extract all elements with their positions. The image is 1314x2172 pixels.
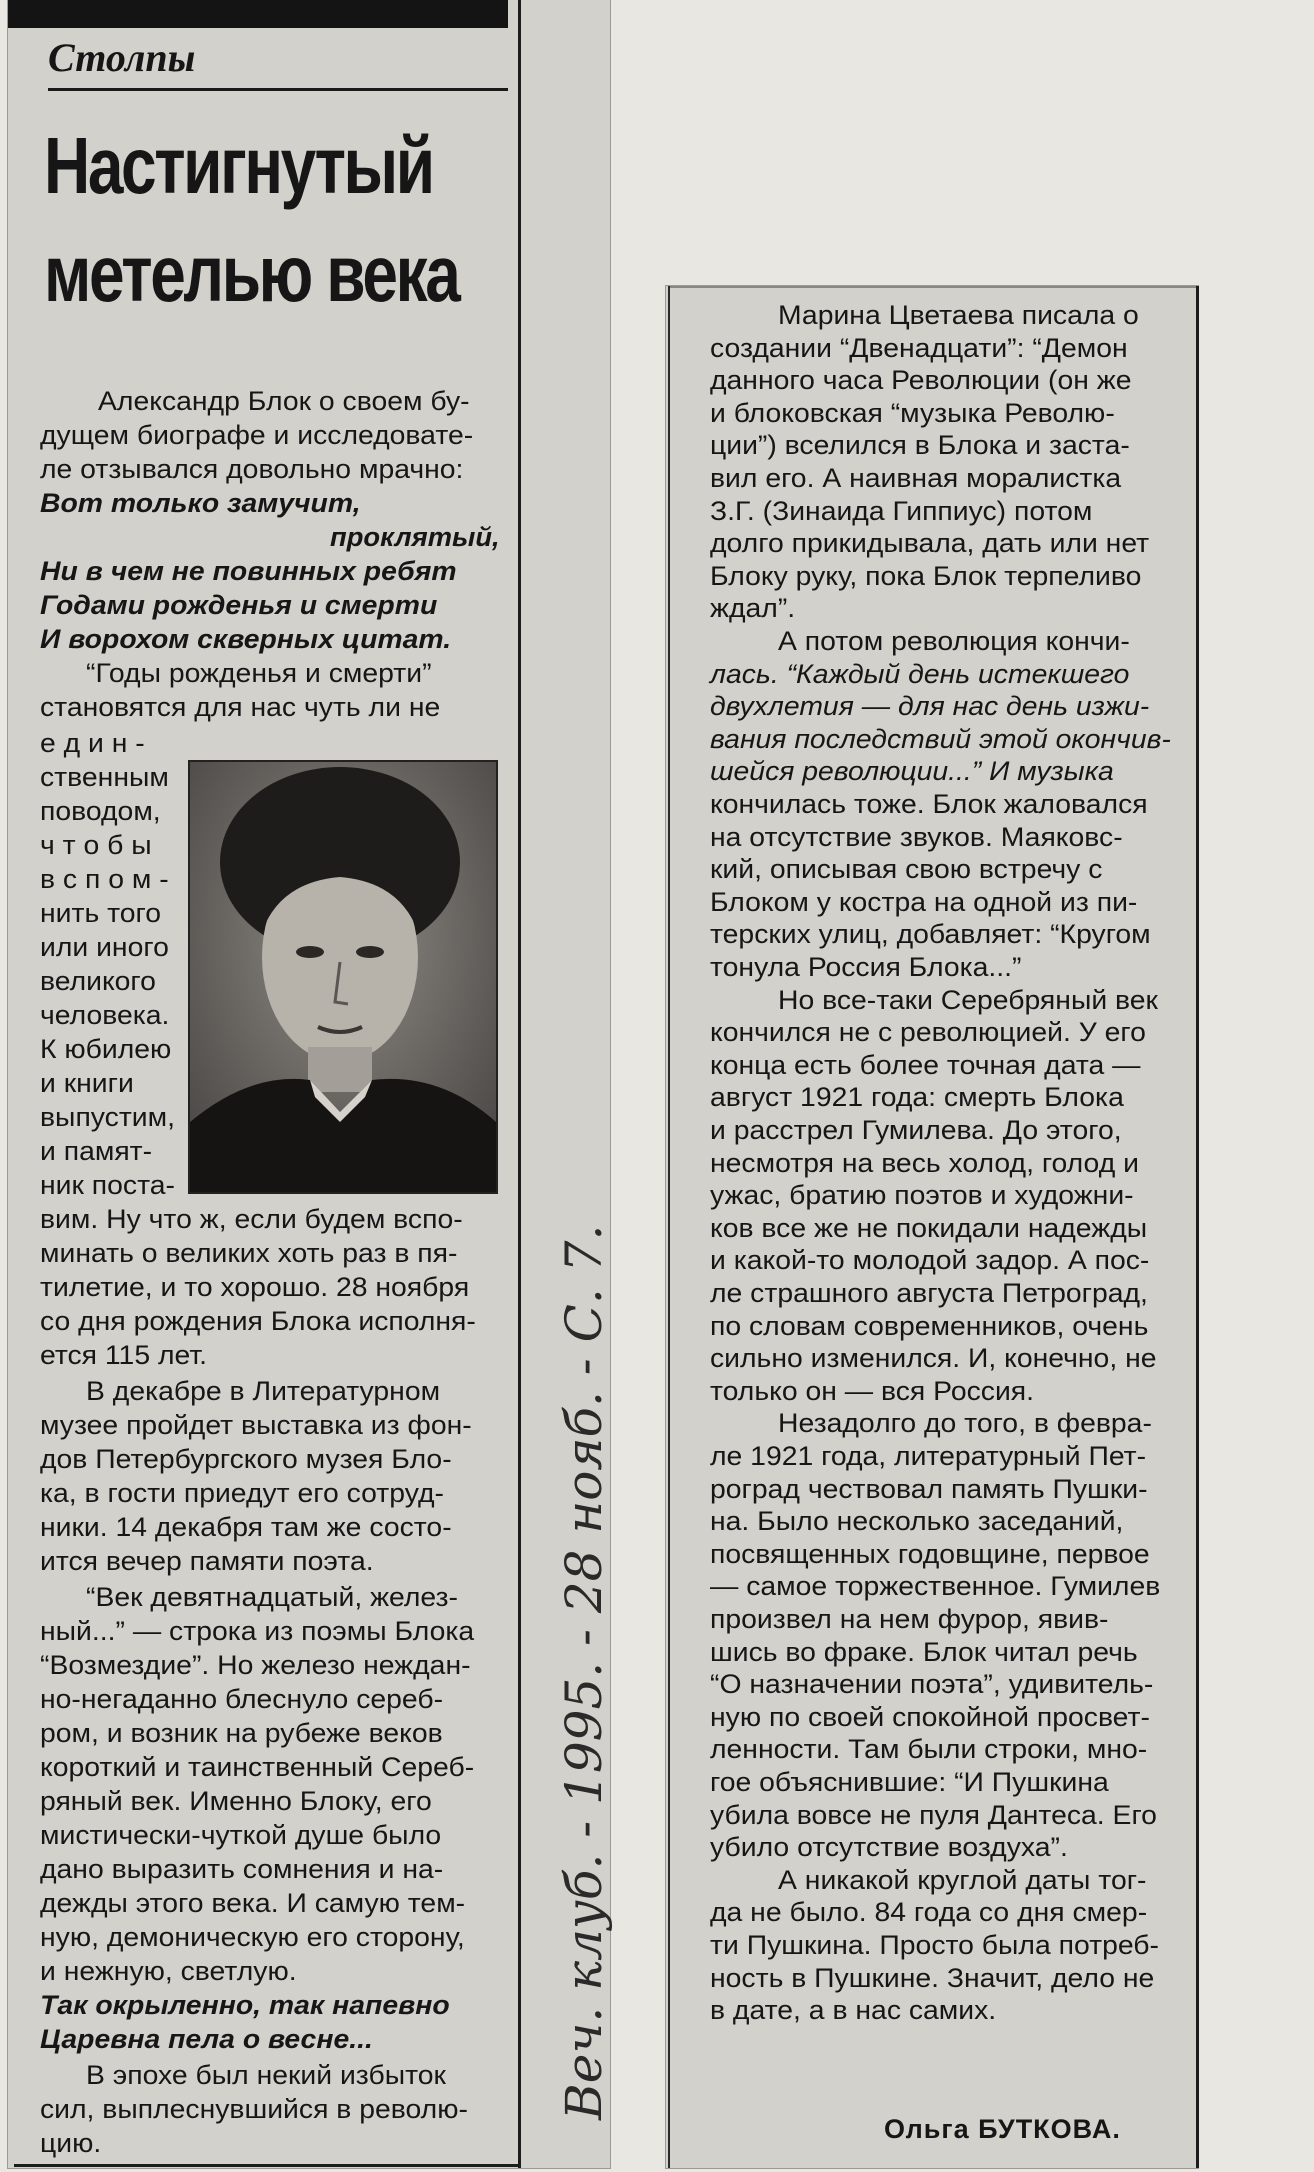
left-text-line: проклятый, (330, 522, 500, 552)
left-text-line: вим. Ну что ж, если будем вспо- (40, 1204, 463, 1234)
right-text-line: А потом революция кончи- (778, 626, 1130, 656)
left-text-line: мистически-чуткой душе было (40, 1820, 442, 1850)
rubric-rule (48, 88, 508, 91)
left-text-line: К юбилею (40, 1034, 172, 1064)
left-text-line: великого (40, 966, 156, 996)
right-text-line: ную по своей спокойной просвет- (710, 1702, 1150, 1732)
right-text-line: шейся революции...” И музыка (710, 756, 1114, 786)
right-text-line: несмотря на весь холод, голод и (710, 1148, 1139, 1178)
right-text-line: создании “Двенадцати”: “Демон (710, 333, 1128, 363)
right-text-line: и блоковская “музыка Револю- (710, 398, 1115, 428)
left-text-line: В эпохе был некий избыток (86, 2060, 446, 2090)
right-text-line: и расстрел Гумилева. До этого, (710, 1115, 1122, 1145)
left-text-line: ряный век. Именно Блоку, его (40, 1786, 432, 1816)
portrait-image (190, 762, 496, 1192)
left-text-line: выпустим, (40, 1102, 176, 1132)
right-text-line: посвященных годовщине, первое (710, 1539, 1150, 1569)
right-text-line: ность в Пушкине. Значит, дело не (710, 1963, 1155, 1993)
right-text-line: шись во фраке. Блок читал речь (710, 1637, 1138, 1667)
right-text-line: ле 1921 года, литературный Пет- (710, 1441, 1147, 1471)
right-text-line: август 1921 года: смерть Блока (710, 1082, 1124, 1112)
right-text-line: вания последствий этой окончив- (710, 724, 1171, 754)
headline (44, 112, 459, 328)
right-text-line: ужас, братию поэтов и художни- (710, 1180, 1134, 1210)
left-text-line: дов Петербургского музея Бло- (40, 1444, 452, 1474)
left-text-line: “Возмездие”. Но железо неждан- (40, 1650, 471, 1680)
left-text-line: дущем биографе и исследовате- (40, 420, 474, 450)
top-black-bar (8, 0, 508, 28)
left-text-line: “Век девятнадцатый, желез- (86, 1582, 459, 1612)
left-text-line: дано выразить сомнения и на- (40, 1854, 444, 1884)
right-clipping-top-edge (668, 286, 1198, 288)
left-text-line: Вот только замучит, (40, 488, 361, 518)
left-text-line: становятся для нас чуть ли не (40, 692, 441, 722)
left-text-line: ч т о б ы (40, 830, 152, 860)
right-text-line: данного часа Революции (он же (710, 365, 1132, 395)
right-text-line: терских улиц, добавляет: “Кругом (710, 919, 1151, 949)
left-text-line: со дня рождения Блока исполня- (40, 1306, 476, 1336)
right-text-line: ции”) вселился в Блока и заста- (710, 430, 1130, 460)
right-text-line: ле страшного августа Петроград, (710, 1278, 1148, 1308)
left-text-line: поводом, (40, 796, 161, 826)
left-text-line: и нежную, светлую. (40, 1956, 297, 1986)
right-clipping-left-rule (668, 286, 670, 2168)
left-text-line: но-негаданно блеснуло сереб- (40, 1684, 444, 1714)
left-text-line: короткий и таинственный Сереб- (40, 1752, 475, 1782)
right-text-line: Но все-таки Серебряный век (778, 985, 1158, 1015)
left-text-line: Александр Блок о своем бу- (98, 386, 470, 416)
right-text-line: да не было. 84 года со дня смер- (710, 1897, 1148, 1927)
right-text-line: гое объяснившие: “И Пушкина (710, 1767, 1109, 1797)
handwritten-citation: Веч. клуб. - 1995. - 28 нояб. - С. 7. (555, 1224, 613, 2120)
left-text-line: Ни в чем не повинных ребят (40, 556, 457, 586)
right-text-line: ленности. Там были строки, мно- (710, 1734, 1148, 1764)
left-text-line: тилетие, и то хорошо. 28 ноября (40, 1272, 470, 1302)
right-text-line: убила вовсе не пуля Дантеса. Его (710, 1800, 1157, 1830)
right-text-line: конца есть более точная дата — (710, 1050, 1141, 1080)
left-text-line: минать о великих хоть раз в пя- (40, 1238, 458, 1268)
right-clipping-right-rule (1196, 286, 1199, 2168)
left-text-line: сил, выплеснувшийся в револю- (40, 2094, 468, 2124)
right-text-line: ждал”. (710, 593, 796, 623)
left-text-line: е д и н - (40, 728, 145, 758)
right-text-line: тонула Россия Блока...” (710, 952, 1022, 982)
left-text-line: цию. (40, 2128, 102, 2158)
left-text-line: Царевна пела о весне... (40, 2024, 373, 2054)
left-text-line: ник поста- (40, 1170, 175, 1200)
right-text-line: долго прикидывала, дать или нет (710, 528, 1150, 558)
author-signature: Ольга БУТКОВА. (884, 2114, 1121, 2144)
left-text-line: или иного (40, 932, 169, 962)
left-text-line: в с п о м - (40, 864, 169, 894)
left-text-line: ле отзывался довольно мрачно: (40, 454, 464, 484)
rubric-label: Столпы (48, 35, 196, 80)
left-text-line: музее пройдет выставка из фон- (40, 1410, 472, 1440)
left-text-line: ится вечер памяти поэта. (40, 1546, 374, 1576)
headline-line-1: Настигнутый (44, 121, 433, 210)
right-text-line: и какой-то молодой задор. А пос- (710, 1245, 1150, 1275)
right-text-line: ти Пушкина. Просто была потреб- (710, 1930, 1159, 1960)
right-text-line: на отсутствие звуков. Маяковс- (710, 822, 1123, 852)
left-text-line: ную, демоническую его сторону, (40, 1922, 465, 1952)
right-text-line: Марина Цветаева писала о (778, 300, 1139, 330)
right-text-line: на. Было несколько заседаний, (710, 1506, 1124, 1536)
right-text-line: произвел на нем фурор, явив- (710, 1604, 1109, 1634)
right-text-line: кончилась тоже. Блок жаловался (710, 789, 1148, 819)
left-text-line: Годами рожденья и смерти (40, 590, 438, 620)
left-text-line: “Годы рожденья и смерти” (86, 658, 432, 688)
left-text-line: ники. 14 декабря там же состо- (40, 1512, 452, 1542)
right-text-line: двухлетия — для нас день изжи- (710, 691, 1150, 721)
right-text-line: Незадолго до того, в февра- (778, 1408, 1152, 1438)
left-text-line: ка, в гости приедут его сотруд- (40, 1478, 444, 1508)
right-text-line: убило отсутствие воздуха”. (710, 1832, 1068, 1862)
right-text-line: кий, описывая свою встречу с (710, 854, 1103, 884)
right-text-line: А никакой круглой даты тог- (778, 1865, 1147, 1895)
left-text-line: ный...” — строка из поэмы Блока (40, 1616, 475, 1646)
headline-line-2: метелью века (44, 229, 459, 318)
left-text-line: и памят- (40, 1136, 153, 1166)
left-text-line: человека. (40, 1000, 170, 1030)
right-text-line: З.Г. (Зинаида Гиппиус) потом (710, 496, 1093, 526)
right-text-line: Блоку руку, пока Блок терпеливо (710, 561, 1142, 591)
bottom-rule (14, 2164, 518, 2167)
left-text-line: В декабре в Литературном (86, 1376, 441, 1406)
left-text-line: ственным (40, 762, 169, 792)
column-rule (518, 0, 521, 2168)
left-text-line: дежды этого века. И самую тем- (40, 1888, 466, 1918)
right-text-line: лась. “Каждый день истекшего (710, 659, 1130, 689)
left-text-line: и книги (40, 1068, 134, 1098)
right-text-line: вил его. А наивная моралистка (710, 463, 1122, 493)
right-text-line: по словам современников, очень (710, 1311, 1149, 1341)
right-text-line: “О назначении поэта”, удивитель- (710, 1669, 1154, 1699)
left-text-line: ром, и возник на рубеже веков (40, 1718, 443, 1748)
right-text-line: только он — вся Россия. (710, 1376, 1035, 1406)
right-text-line: ков все же не покидали надежды (710, 1213, 1148, 1243)
right-text-line: в дате, а в нас самих. (710, 1995, 997, 2025)
right-text-line: роград чествовал память Пушки- (710, 1474, 1148, 1504)
left-text-line: И ворохом скверных цитат. (40, 624, 452, 654)
left-text-line: ется 115 лет. (40, 1340, 208, 1370)
portrait-photo (188, 760, 498, 1194)
right-text-line: кончился не с революцией. У его (710, 1017, 1146, 1047)
right-text-line: — самое торжественное. Гумилев (710, 1571, 1161, 1601)
left-text-line: нить того (40, 898, 162, 928)
right-text-line: Блоком у костра на одной из пи- (710, 887, 1138, 917)
right-text-line: сильно изменился. И, конечно, не (710, 1343, 1157, 1373)
left-text-line: Так окрыленно, так напевно (40, 1990, 450, 2020)
